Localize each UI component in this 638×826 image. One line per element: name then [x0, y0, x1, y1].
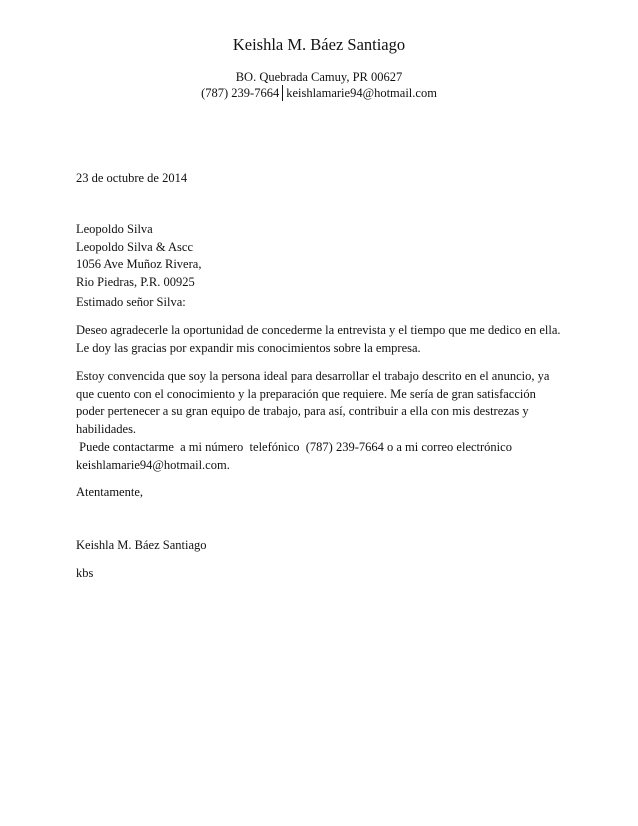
sender-email: keishlamarie94@hotmail.com: [286, 86, 437, 100]
body-paragraph-1: [76, 322, 576, 357]
recipient-line: Leopoldo Silva: [76, 222, 153, 236]
sender-name: Keishla M. Báez Santiago: [232, 35, 406, 54]
signature-name: Keishla M. Báez Santiago: [76, 538, 207, 552]
paragraph-line: que cuento con el conocimiento y la preparación que requiere. Me sería de gran satisfacción: [76, 386, 536, 401]
salutation: Estimado señor Silva:: [76, 295, 186, 309]
recipient-line: 1056 Ave Muñoz Rivera,: [76, 257, 202, 271]
closing: Atentamente,: [76, 485, 143, 499]
paragraph-line: poder pertenecer a su gran equipo de trabajo, para así, contribuir a ella con mis destrezas y: [76, 404, 529, 418]
letter-date: 23 de octubre de 2014: [76, 171, 188, 185]
paragraph-line: habilidades.: [76, 421, 137, 436]
sender-contact: [0, 85, 638, 101]
paragraph-line: keishlamarie94@hotmail.com.: [76, 457, 230, 472]
paragraph-line: Puede contactarme a mi número telefónico (787) 239-7664 o a mi correo electrónico: [76, 440, 512, 454]
paragraph-line: Deseo agradecerle la oportunidad de concederme la entrevista y el tiempo que me dedico en ella.: [76, 323, 561, 337]
sender-phone: (787) 239-7664: [201, 86, 280, 100]
body-paragraph-2: [76, 368, 576, 438]
typist-initials: kbs: [76, 566, 94, 580]
paragraph-line: Estoy convencida que soy la persona ideal para desarrollar el trabajo descrito en el anuncio, ya: [76, 369, 550, 383]
recipient-line: Rio Piedras, P.R. 00925: [76, 274, 195, 289]
recipient-line: Leopoldo Silva & Ascc: [76, 239, 193, 254]
recipient-block: [76, 221, 576, 291]
contact-separator: [282, 85, 283, 101]
body-paragraph-3: [76, 439, 576, 474]
sender-address: BO. Quebrada Camuy, PR 00627: [235, 70, 403, 84]
paragraph-line: Le doy las gracias por expandir mis conocimientos sobre la empresa.: [76, 340, 421, 355]
